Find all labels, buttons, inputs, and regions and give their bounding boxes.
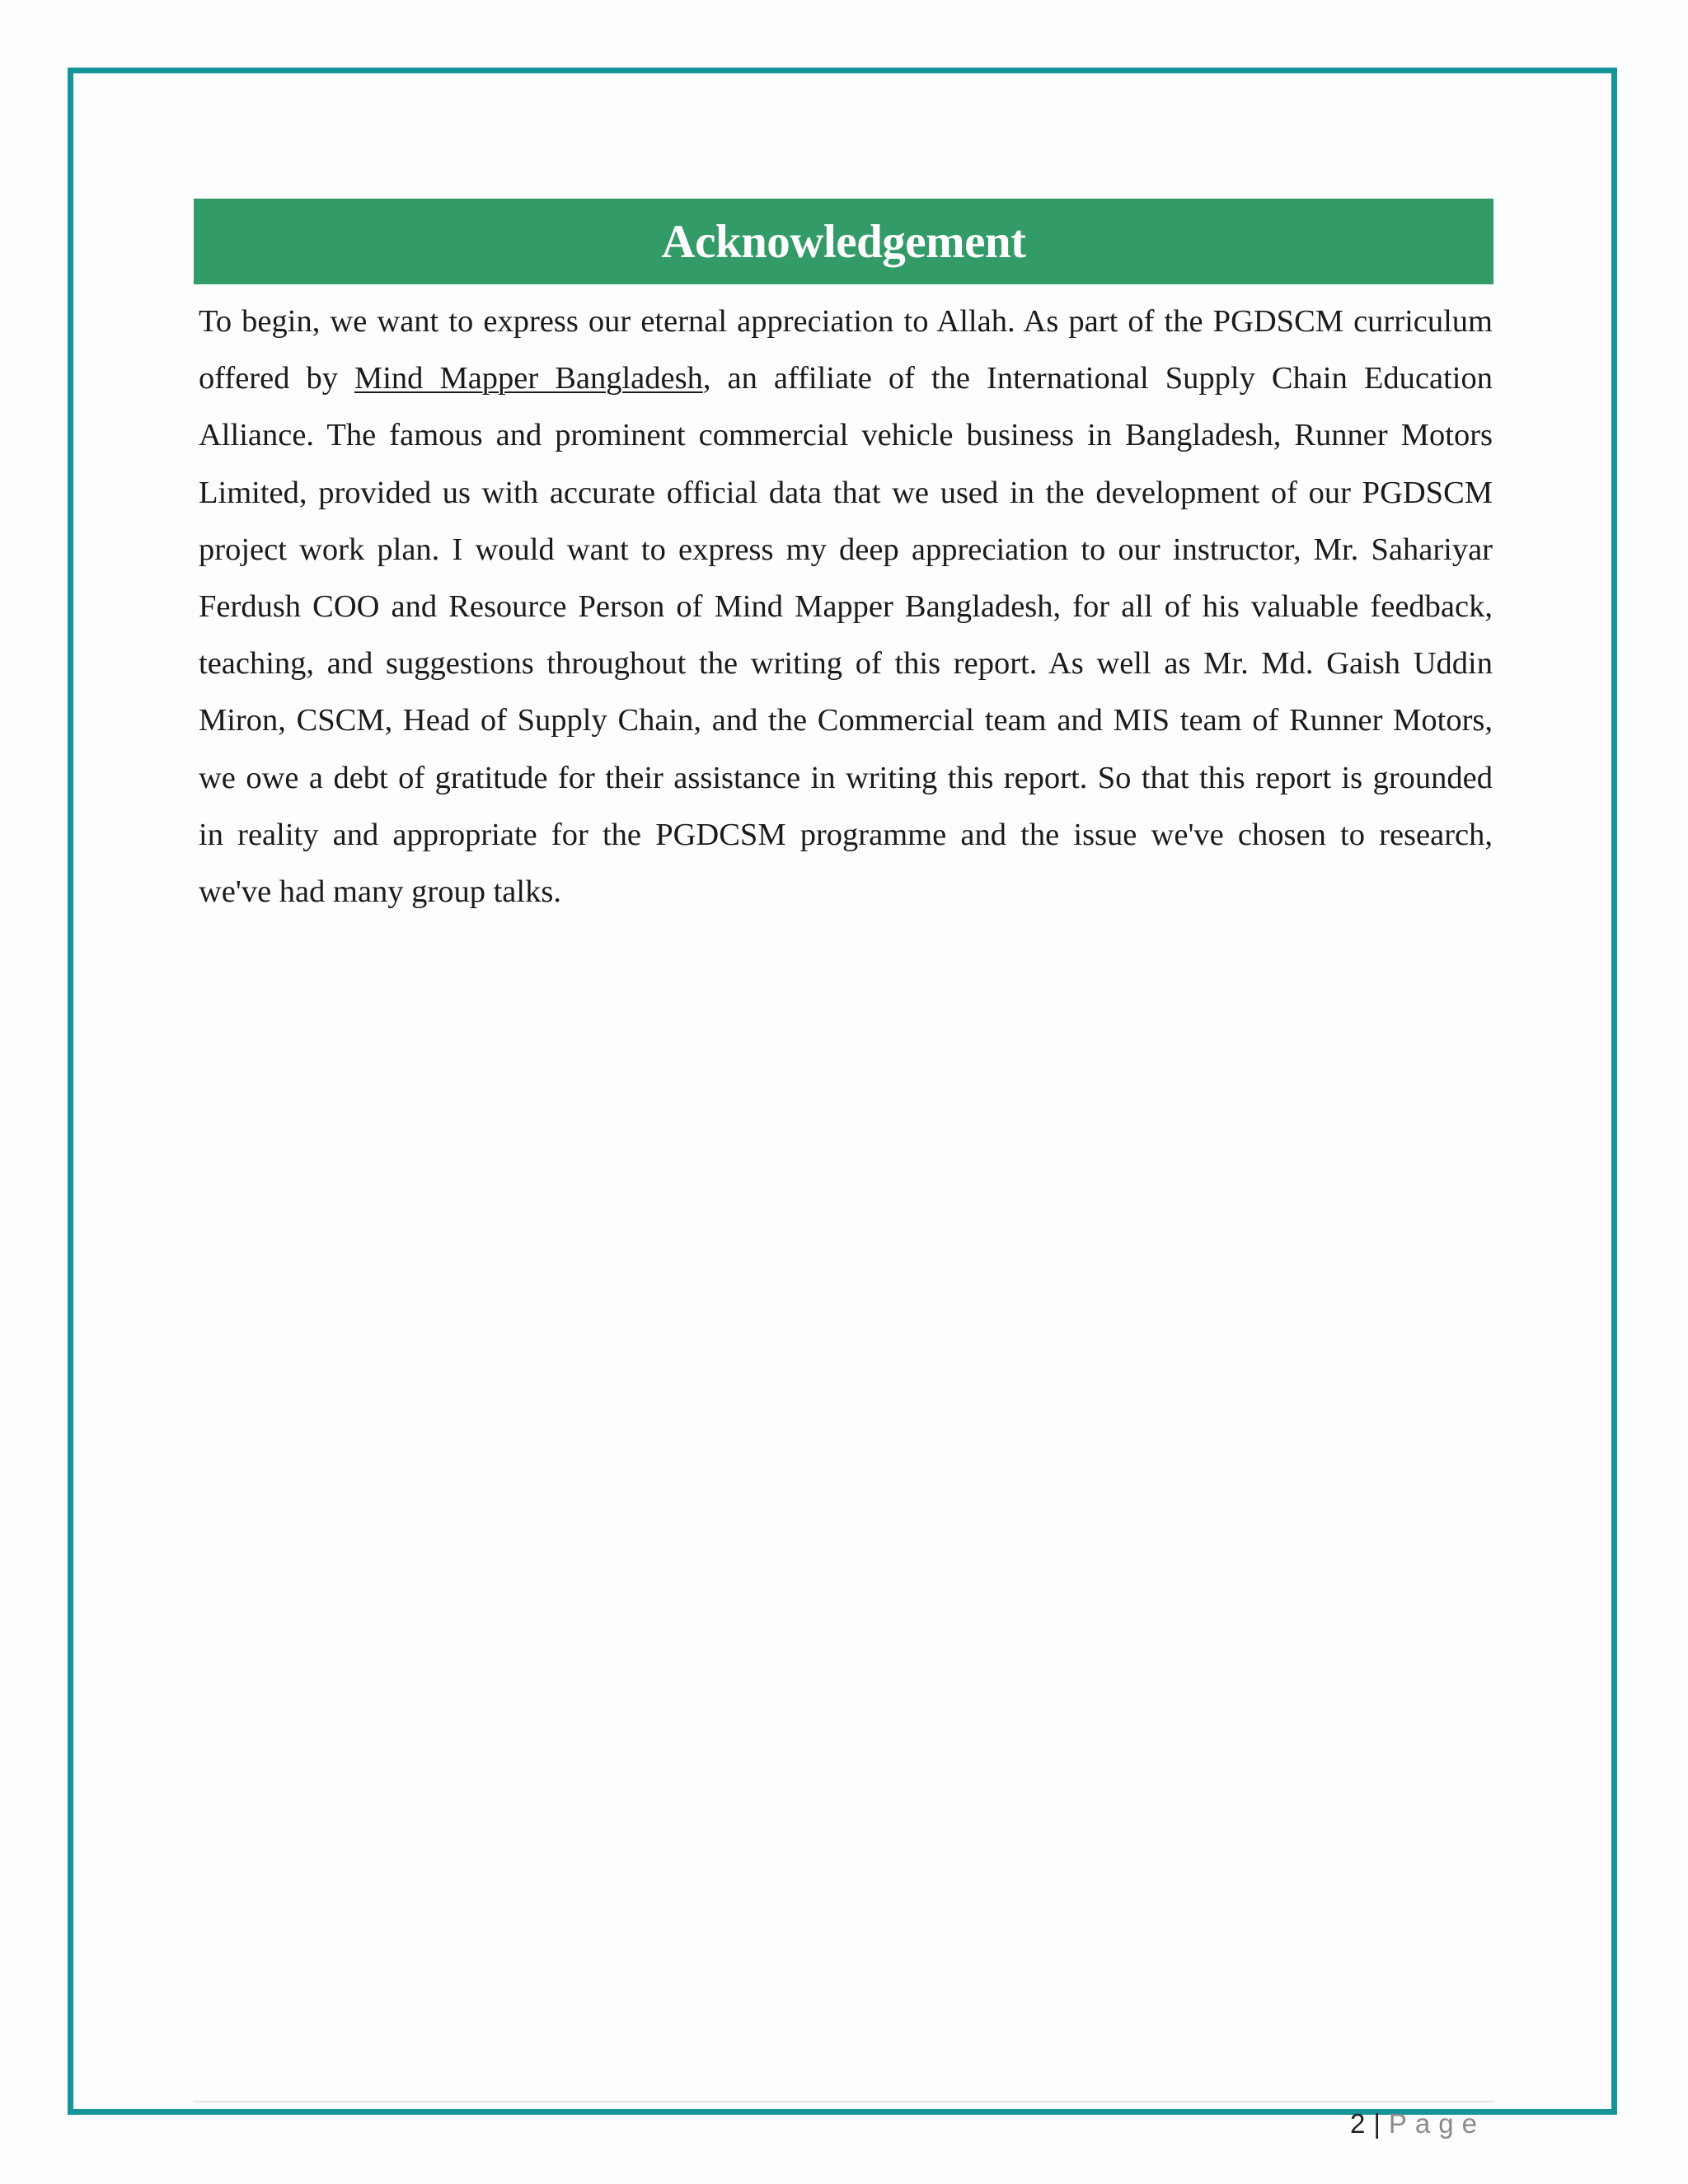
paragraph-line: we owe a debt of gratitude for their assistance in writing this report. So that this report is grounded	[199, 760, 1493, 795]
title-banner	[194, 199, 1493, 284]
paragraph-line: we've had many group talks.	[199, 874, 561, 910]
page-title: Acknowledgement	[661, 215, 1026, 268]
footer-divider	[194, 2101, 1493, 2102]
line-text: offered by	[199, 361, 354, 396]
footer-separator: |	[1373, 2108, 1381, 2139]
paragraph-line: in reality and appropriate for the PGDCSM programme and the issue we've chosen to research,	[199, 817, 1493, 852]
paragraph-line: Alliance. The famous and prominent commercial vehicle business in Bangladesh, Runner Motors	[199, 418, 1493, 453]
paragraph-line: teaching, and suggestions throughout the writing of this report. As well as Mr. Md. Gaish Uddin	[199, 646, 1493, 682]
page-footer	[1350, 2108, 1485, 2139]
page-label: Page	[1388, 2108, 1485, 2139]
page-number: 2	[1349, 2108, 1366, 2139]
paragraph-line: To begin, we want to express our eternal appreciation to Allah. As part of the PGDSCM curriculum	[199, 304, 1493, 339]
paragraph-line: Limited, provided us with accurate official data that we used in the development of our PGDSCM	[199, 475, 1493, 510]
acknowledgement-paragraph	[199, 293, 1493, 921]
line-text: , an affiliate of the International Supply Chain Education	[702, 361, 1493, 396]
paragraph-line: Ferdush COO and Resource Person of Mind Mapper Bangladesh, for all of his valuable feedback,	[199, 589, 1493, 625]
paragraph-line	[199, 350, 1493, 407]
mind-mapper-bangladesh-link[interactable]: Mind Mapper Bangladesh	[354, 361, 703, 396]
paragraph-line: Miron, CSCM, Head of Supply Chain, and the Commercial team and MIS team of Runner Motors,	[199, 703, 1493, 738]
paragraph-line: project work plan. I would want to express my deep appreciation to our instructor, Mr. Sahariyar	[199, 532, 1493, 567]
